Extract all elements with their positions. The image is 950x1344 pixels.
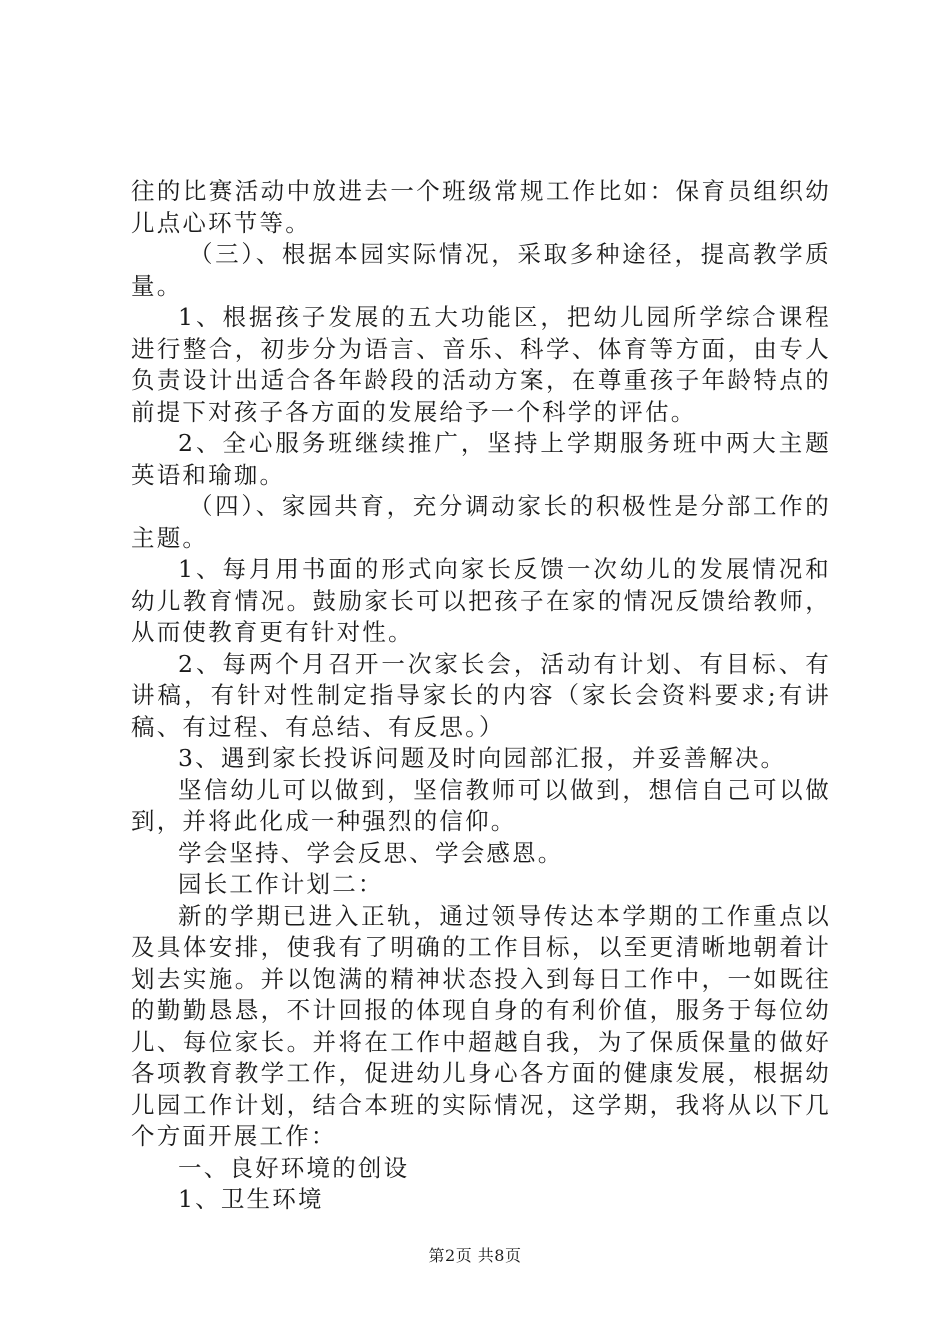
section-heading: （三）、根据本园实际情况，采取多种途径，提高教学质量。 bbox=[131, 240, 831, 300]
paragraph: 2、全心服务班继续推广，坚持上学期服务班中两大主题英语和瑜珈。 bbox=[131, 429, 831, 489]
page-number-footer: 第2页 共8页 bbox=[428, 1246, 522, 1265]
paragraph: 3、遇到家长投诉问题及时向园部汇报，并妥善解决。 bbox=[178, 744, 787, 772]
paragraph: 1、每月用书面的形式向家长反馈一次幼儿的发展情况和幼儿教育情况。鼓励家长可以把孩子在家的情况反馈给教师，从而使教育更有针对性。 bbox=[131, 555, 831, 646]
paragraph: 学会坚持、学会反思、学会感恩。 bbox=[178, 838, 564, 867]
paragraph: 新的学期已进入正轨，通过领导传达本学期的工作重点以及具体安排，使我有了明确的工作目标，以至更清晰地朝着计划去实施。并以饱满的精神状态投入到每日工作中，一如既往的勤勤恳恳，不计回报的体现自身的有利价值，服务于每位幼儿、每位家长。并将在工作中超越自我，为了保质保量的做好各项教育教学工作，促进幼儿身心各方面的健康发展，根据幼儿园工作计划，结合本班的实际情况，这学期，我将从以下几个方面开展工作： bbox=[131, 901, 831, 1150]
paragraph: 2、每两个月召开一次家长会，活动有计划、有目标、有讲稿，有针对性制定指导家长的内容（家长会资料要求;有讲稿、有过程、有总结、有反思。） bbox=[131, 649, 831, 741]
document-body bbox=[131, 176, 831, 1216]
section-heading: （四）、家园共育，充分调动家长的积极性是分部工作的主题。 bbox=[131, 492, 831, 552]
paragraph: 坚信幼儿可以做到，坚信教师可以做到，想信自己可以做到，并将此化成一种强烈的信仰。 bbox=[131, 775, 831, 835]
sub-heading: 1、卫生环境 bbox=[178, 1185, 324, 1213]
section-heading: 一、良好环境的创设 bbox=[178, 1153, 410, 1182]
section-title: 园长工作计划二： bbox=[178, 870, 384, 898]
paragraph: 1、根据孩子发展的五大功能区，把幼儿园所学综合课程进行整合，初步分为语言、音乐、科学、体育等方面，由专人负责设计出适合各年龄段的活动方案，在尊重孩子年龄特点的前提下对孩子各方面的发展给予一个科学的评估。 bbox=[131, 303, 831, 426]
paragraph: 往的比赛活动中放进去一个班级常规工作比如：保育员组织幼儿点心环节等。 bbox=[131, 177, 831, 237]
